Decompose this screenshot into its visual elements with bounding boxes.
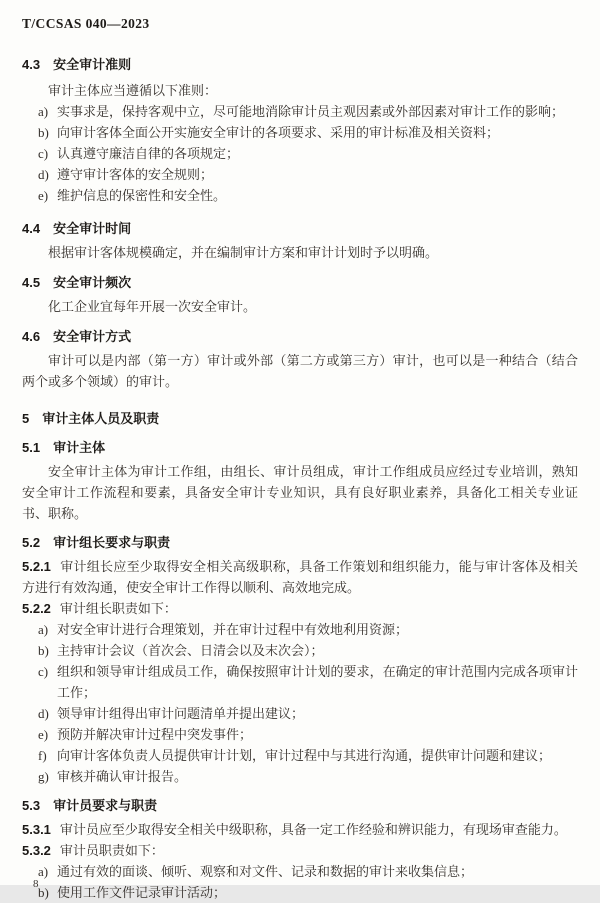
list-item (22, 185, 578, 206)
list-marker: g) (38, 769, 49, 784)
clause-number: 5.3.1 (22, 822, 51, 837)
list-item (22, 640, 578, 661)
list-item (22, 882, 578, 903)
chapter-title: 审计主体人员及职责 (42, 411, 160, 426)
list-marker: b) (38, 885, 49, 900)
clause-5-2-1 (22, 556, 578, 598)
clause-text: 审计员应至少取得安全相关中级职称，具备一定工作经验和辨识能力，有现场审查能力。 (59, 822, 567, 837)
section-number: 5.2 (22, 535, 41, 550)
section-heading-5-2 (22, 532, 578, 553)
list-marker: e) (38, 727, 49, 742)
list-item (22, 619, 578, 640)
paragraph-4-6: 审计可以是内部（第一方）审计或外部（第二方或第三方）审计，也可以是一种结合（结合两个或多个领域）的审计。 (22, 353, 578, 389)
list-item-text: 主持审计会议（首次会、日清会以及末次会）； (57, 643, 324, 658)
list-item-text: 遵守审计客体的安全规则； (57, 167, 214, 182)
clause-number: 5.2.2 (22, 601, 51, 616)
list-item (22, 661, 578, 703)
section-heading-4-5 (22, 272, 578, 293)
paragraph-4-5: 化工企业宜每年开展一次安全审计。 (48, 299, 257, 314)
list-item-text: 认真遵守廉洁自律的各项规定； (57, 146, 240, 161)
chapter-number: 5 (22, 411, 30, 426)
list-item (22, 143, 578, 164)
list-marker: f) (38, 748, 47, 763)
list-item-text: 向审计客体全面公开实施安全审计的各项要求、采用的审计标准及相关资料； (57, 125, 500, 140)
section-title: 审计主体 (53, 440, 106, 455)
clause-5-3-1 (22, 819, 578, 840)
list-item (22, 101, 578, 122)
section-title: 审计员要求与职责 (53, 798, 158, 813)
clause-number: 5.2.1 (22, 559, 51, 574)
clause-5-2-2 (22, 598, 578, 619)
list-item (22, 766, 578, 787)
doc-code-header: T/CCSAS 040—2023 (22, 16, 150, 31)
section-number: 4.3 (22, 57, 41, 72)
section-number: 4.5 (22, 275, 41, 290)
list-marker: d) (38, 706, 49, 721)
list-item (22, 164, 578, 185)
list-item (22, 703, 578, 724)
list-marker: a) (38, 864, 49, 879)
section-heading-4-6 (22, 326, 578, 347)
list-item (22, 745, 578, 766)
list-item-text: 预防并解决审计过程中突发事件； (57, 727, 253, 742)
list-marker: c) (38, 664, 49, 679)
section-title: 安全审计方式 (53, 329, 132, 344)
section-number: 4.4 (22, 221, 41, 236)
clause-5-3-2 (22, 840, 578, 861)
list-item-text: 使用工作文件记录审计活动； (57, 885, 227, 900)
list-item (22, 861, 578, 882)
section-heading-5-3 (22, 795, 578, 816)
list-item-text: 通过有效的面谈、倾听、观察和对文件、记录和数据的审计来收集信息； (57, 864, 474, 879)
list-4-3 (22, 101, 578, 206)
list-marker: d) (38, 167, 49, 182)
section-number: 5.1 (22, 440, 41, 455)
list-item-text: 实事求是，保持客观中立，尽可能地消除审计员主观因素或外部因素对审计工作的影响； (57, 104, 565, 119)
list-marker: a) (38, 104, 49, 119)
list-item-text: 向审计客体负责人员提供审计计划，审计过程中与其进行沟通，提供审计问题和建议； (57, 748, 552, 763)
section-title: 安全审计准则 (53, 57, 132, 72)
list-item (22, 724, 578, 745)
list-item-text: 组织和领导审计组成员工作，确保按照审计计划的要求，在确定的审计范围内完成各项审计工作； (57, 664, 578, 700)
list-item (22, 122, 578, 143)
clause-number: 5.3.2 (22, 843, 51, 858)
paragraph-4-4: 根据审计客体规模确定，并在编制审计方案和审计计划时予以明确。 (48, 245, 439, 260)
chapter-heading-5 (22, 408, 578, 429)
section-heading-4-3 (22, 54, 578, 75)
clause-text: 审计组长应至少取得安全相关高级职称，具备工作策划和组织能力，能与审计客体及相关方进行有效沟通，使安全审计工作得以顺利、高效地完成。 (22, 559, 578, 595)
clause-text: 审计员职责如下： (59, 843, 164, 858)
list-item-text: 审核并确认审计报告。 (57, 769, 188, 784)
list-5-3-2 (22, 861, 578, 903)
section-heading-5-1 (22, 437, 578, 458)
section-title: 安全审计频次 (53, 275, 132, 290)
page-number: 8 (33, 878, 39, 890)
list-marker: c) (38, 146, 49, 161)
section-heading-4-4 (22, 218, 578, 239)
list-item-text: 对安全审计进行合理策划，并在审计过程中有效地利用资源； (57, 622, 409, 637)
paragraph-4-3-intro: 审计主体应当遵循以下准则： (48, 83, 218, 98)
paragraph-5-1: 安全审计主体为审计工作组，由组长、审计员组成，审计工作组成员应经过专业培训，熟知安全审计工作流程和要素，具备安全审计专业知识，具有良好职业素养，具备化工相关专业证书、职称。 (22, 464, 578, 521)
list-item-text: 维护信息的保密性和安全性。 (57, 188, 227, 203)
list-marker: a) (38, 622, 49, 637)
section-number: 4.6 (22, 329, 41, 344)
list-marker: b) (38, 125, 49, 140)
list-marker: e) (38, 188, 49, 203)
section-number: 5.3 (22, 798, 41, 813)
section-title: 审计组长要求与职责 (53, 535, 171, 550)
list-marker: b) (38, 643, 49, 658)
clause-text: 审计组长职责如下： (59, 601, 177, 616)
section-title: 安全审计时间 (53, 221, 132, 236)
list-5-2-2 (22, 619, 578, 787)
list-item-text: 领导审计组得出审计问题清单并提出建议； (57, 706, 305, 721)
